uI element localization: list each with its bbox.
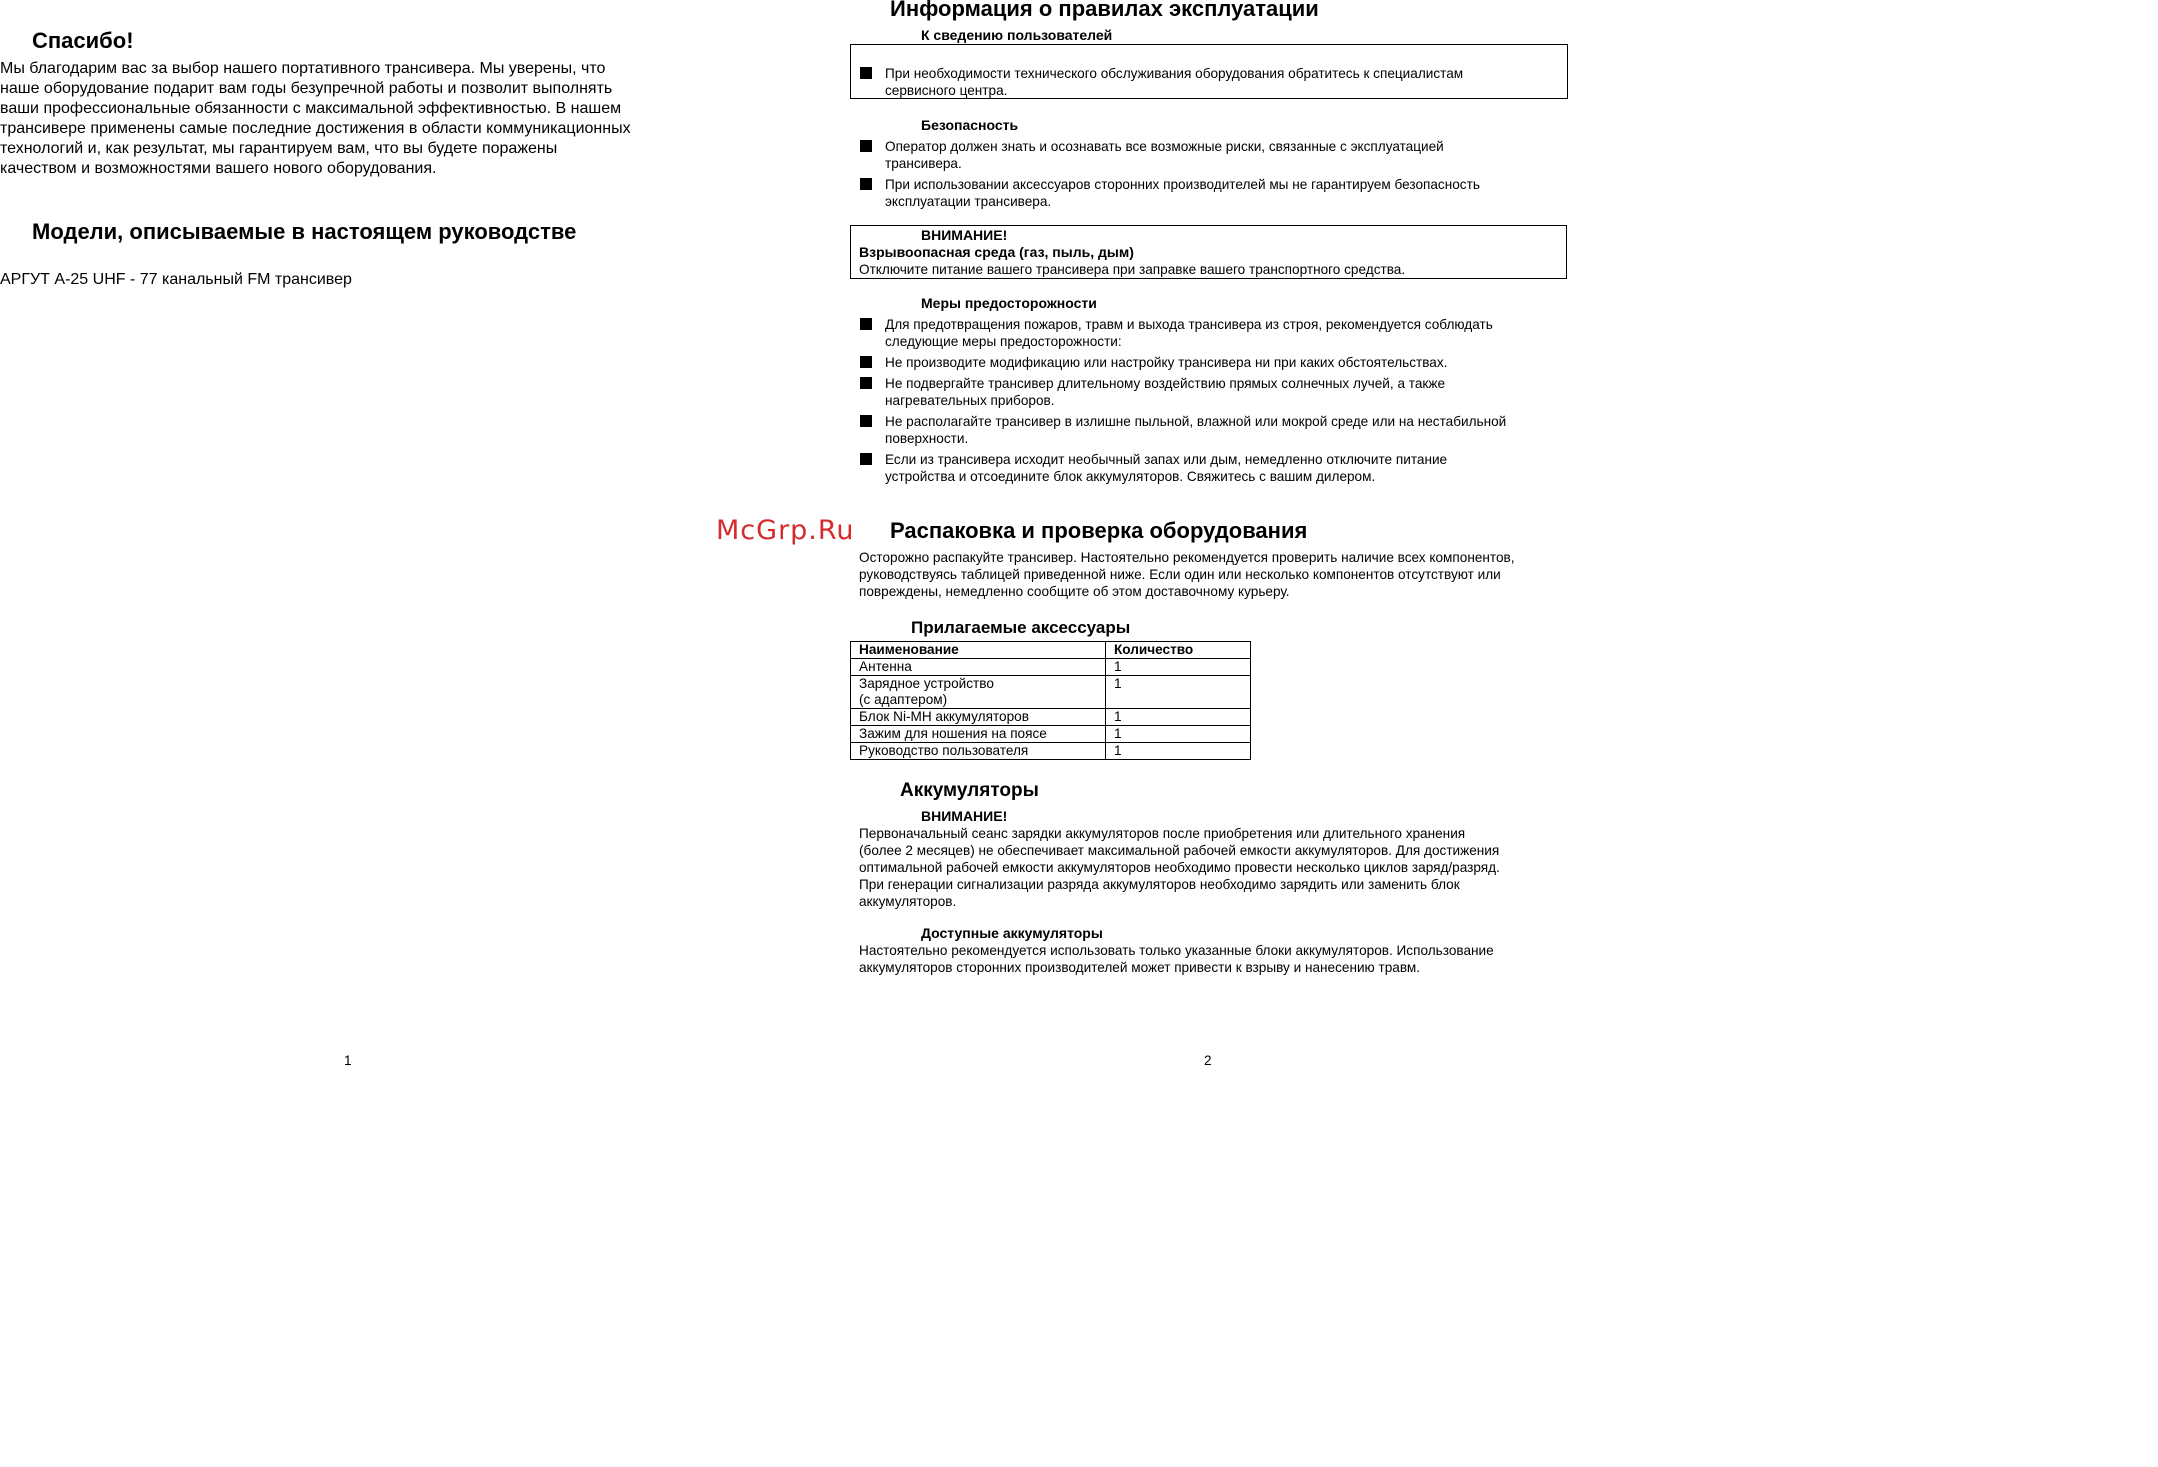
cell-line: Зарядное устройство: [859, 676, 994, 691]
paragraph-line: трансивере применены самые последние достижения в области коммуникационных: [0, 120, 631, 137]
thanks-title: Спасибо!: [32, 28, 134, 53]
table-header-cell: Количество: [1106, 642, 1251, 659]
precautions-heading: Меры предосторожности: [921, 295, 1097, 311]
paragraph-line: наше оборудование подарит вам годы безупречной работы и позволит выполнять: [0, 80, 613, 97]
paragraph-line: Настоятельно рекомендуется использовать только указанные блоки аккумуляторов. Использование: [859, 943, 1494, 958]
accessories-title: Прилагаемые аксессуары: [911, 618, 1131, 637]
item-line: Оператор должен знать и осознавать все возможные риски, связанные с эксплуатацией: [885, 139, 1444, 154]
batteries-paragraph: [859, 825, 1564, 910]
item-line: При использовании аксессуаров сторонних производителей мы не гарантируем безопасность: [885, 177, 1480, 192]
thanks-paragraph: [0, 59, 720, 179]
user-info-heading: К сведению пользователей: [921, 27, 1113, 43]
paragraph-line: качеством и возможностями вашего нового оборудования.: [0, 160, 437, 177]
item-line: При необходимости технического обслуживания оборудования обратитесь к специалистам: [885, 66, 1464, 81]
table-cell-qty: 1: [1106, 726, 1251, 743]
bullet-square-icon: [860, 140, 872, 152]
table-header-cell: Наименование: [851, 642, 1106, 659]
page-number-right: 2: [1204, 1053, 1212, 1068]
paragraph-line: При генерации сигнализации разряда аккумуляторов необходимо зарядить или заменить блок: [859, 877, 1460, 892]
table-cell-name: Антенна: [851, 659, 1106, 676]
table-row: [851, 676, 1251, 709]
unpacking-paragraph: [859, 549, 1564, 600]
bullet-square-icon: [860, 453, 872, 465]
paragraph-line: аккумуляторов.: [859, 894, 957, 909]
paragraph-line: Первоначальный сеанс зарядки аккумуляторов после приобретения или длительного хранения: [859, 826, 1466, 841]
item-line: эксплуатации трансивера.: [885, 194, 1052, 209]
table-cell-qty: 1: [1106, 709, 1251, 726]
warning-title: ВНИМАНИЕ!: [921, 227, 1008, 243]
safety-heading: Безопасность: [921, 117, 1019, 133]
item-line: Для предотвращения пожаров, травм и выхода трансивера из строя, рекомендуется соблюдать: [885, 317, 1493, 332]
item-line: Не подвергайте трансивер длительному воздействию прямых солнечных лучей, а также: [885, 376, 1446, 391]
paragraph-line: технологий и, как результат, мы гарантируем вам, что вы будете поражены: [0, 140, 558, 157]
table-row: [851, 659, 1251, 676]
bullet-square-icon: [860, 415, 872, 427]
item-line: Не располагайте трансивер в излишне пыльной, влажной или мокрой среде или на нестабильной: [885, 414, 1507, 429]
model-line: АРГУТ А-25 UHF - 77 канальный FM трансивер: [0, 271, 352, 288]
bullet-square-icon: [860, 67, 872, 79]
batteries-title: Аккумуляторы: [900, 780, 1039, 801]
bullet-square-icon: [860, 377, 872, 389]
table-cell-qty: 1: [1106, 743, 1251, 760]
unpacking-title: Распаковка и проверка оборудования: [890, 518, 1308, 543]
paragraph-line: Осторожно распакуйте трансивер. Настоятельно рекомендуется проверить наличие всех компонентов,: [859, 550, 1515, 565]
page-number-left: 1: [344, 1053, 352, 1068]
table-cell-qty: 1: [1106, 659, 1251, 676]
cell-line: (с адаптером): [859, 692, 948, 707]
watermark-logo[interactable]: McGrp.Ru: [716, 515, 855, 546]
warning-text: Отключите питание вашего трансивера при заправке вашего транспортного средства.: [859, 262, 1406, 277]
paragraph-line: аккумуляторов сторонних производителей может привести к взрыву и нанесению травм.: [859, 960, 1421, 975]
table-cell-name: [851, 676, 1106, 709]
item-line: сервисного центра.: [885, 83, 1008, 98]
models-title: Модели, описываемые в настоящем руководстве: [32, 219, 577, 244]
paragraph-line: (более 2 месяцев) не обеспечивает максимальной рабочей емкости аккумуляторов. Для достижения: [859, 843, 1500, 858]
paragraph-line: ваши профессиональные обязанности с максимальной эффективностью. В нашем: [0, 100, 622, 117]
paragraph-line: повреждены, немедленно сообщите об этом доставочному курьеру.: [859, 584, 1290, 599]
paragraph-line: руководствуясь таблицей приведенной ниже. Если один или несколько компонентов отсутствуют или: [859, 567, 1501, 582]
paragraph-line: оптимальной рабочей емкости аккумуляторов необходимо провести несколько циклов заряд/разряд.: [859, 860, 1500, 875]
table-cell-name: Руководство пользователя: [851, 743, 1106, 760]
table-row: [851, 743, 1251, 760]
item-line: Не производите модификацию или настройку трансивера ни при каких обстоятельствах.: [885, 355, 1448, 370]
table-row: [851, 709, 1251, 726]
bullet-square-icon: [860, 356, 872, 368]
table-header-row: [851, 642, 1251, 659]
main-title: Информация о правилах эксплуатации: [890, 0, 1319, 21]
bullet-square-icon: [860, 318, 872, 330]
bullet-square-icon: [860, 178, 872, 190]
item-line: трансивера.: [885, 156, 962, 171]
batteries-warning: ВНИМАНИЕ!: [921, 808, 1008, 824]
paragraph-line: Мы благодарим вас за выбор нашего портативного трансивера. Мы уверены, что: [0, 60, 606, 77]
item-line: нагревательных приборов.: [885, 393, 1055, 408]
table-cell-name: Зажим для ношения на поясе: [851, 726, 1106, 743]
table-cell-name: Блок Ni-MH аккумуляторов: [851, 709, 1106, 726]
item-line: следующие меры предосторожности:: [885, 334, 1122, 349]
available-batteries-paragraph: [859, 942, 1564, 976]
item-line: Если из трансивера исходит необычный запах или дым, немедленно отключите питание: [885, 452, 1448, 467]
table-row: [851, 726, 1251, 743]
accessories-table: [850, 641, 1251, 760]
available-batteries-heading: Доступные аккумуляторы: [921, 925, 1103, 941]
item-line: устройства и отсоедините блок аккумуляторов. Свяжитесь с вашим дилером.: [885, 469, 1376, 484]
table-cell-qty: 1: [1106, 676, 1251, 709]
item-line: поверхности.: [885, 431, 969, 446]
warning-subtitle: Взрывоопасная среда (газ, пыль, дым): [859, 244, 1134, 260]
